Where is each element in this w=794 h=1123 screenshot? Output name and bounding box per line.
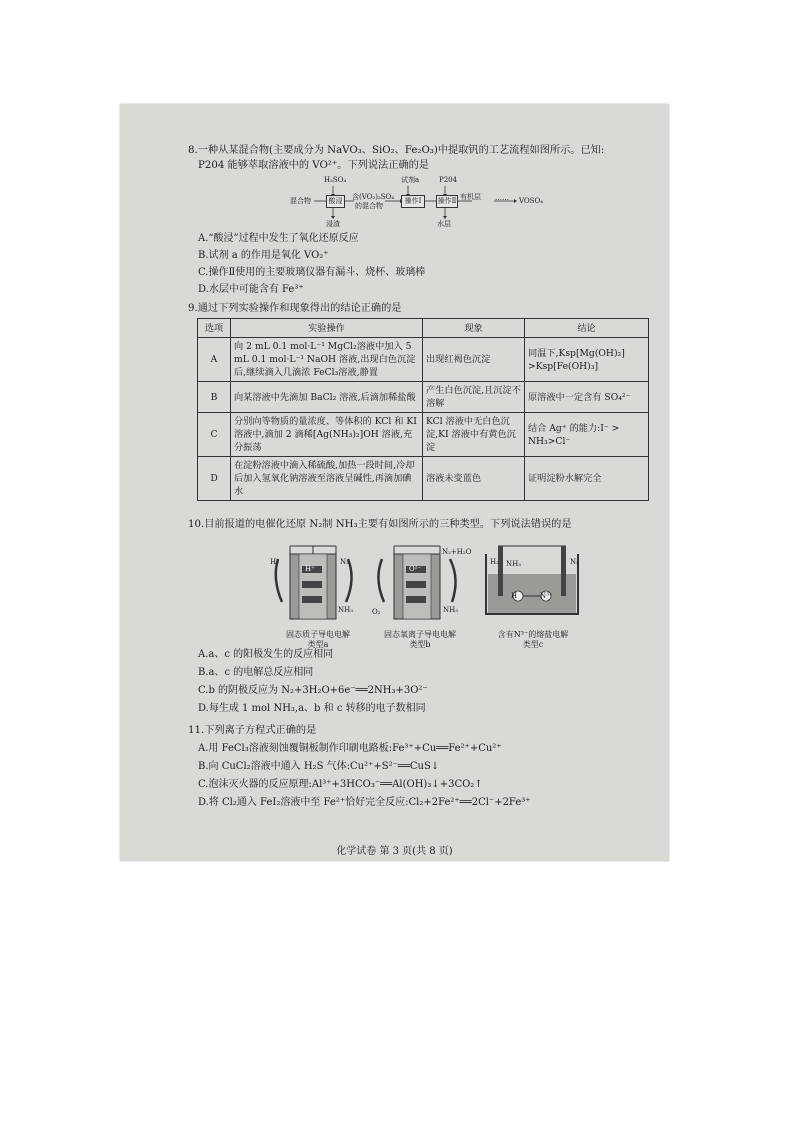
q9-row-a-phenomenon: 出现红褐色沉淀: [423, 338, 525, 382]
q9-header-conclusion: 结论: [525, 319, 649, 338]
q9-row-c-phenomenon: KCl 溶液中无白色沉淀,KI 溶液中有黄色沉淀: [423, 413, 525, 457]
q9-header-operation: 实验操作: [231, 319, 423, 338]
q9-row-b-phenomenon: 产生白色沉淀,且沉淀不溶解: [423, 382, 525, 413]
page-footer: 化学试卷 第 3 页(共 8 页): [336, 846, 453, 857]
flow-p204: P204: [439, 176, 458, 184]
fig-a-hplus: H⁺: [305, 565, 315, 573]
flow-acid-box: 酸浸: [326, 195, 345, 208]
q9-row-b-option: B: [198, 382, 231, 413]
q8-option-c: C.操作Ⅱ使用的主要玻璃仪器有漏斗、烧杯、玻璃棒: [198, 267, 426, 278]
q11-stem: 11.下列离子方程式正确的是: [188, 725, 317, 736]
flow-leach-residue: 浸渣: [326, 220, 340, 228]
flow-reagent-a: 试剂a: [401, 176, 420, 184]
q8-stem-line2: P204 能够萃取溶液中的 VO²⁺。下列说法正确的是: [198, 160, 429, 171]
q11-option-a: A.用 FeCl₃溶液刻蚀覆铜板制作印刷电路板:Fe³⁺+Cu══Fe²⁺+Cu²⁺: [198, 743, 502, 754]
fig-a-nh3: NH₃: [338, 606, 354, 614]
q10-figure-b: [370, 544, 470, 654]
q9-header-option: 选项: [198, 319, 231, 338]
electrolysis-cell-c: [478, 544, 588, 624]
q8-option-d: D.水层中可能含有 Fe³⁺: [198, 284, 304, 295]
flow-product: VOSO₄: [519, 197, 544, 205]
q10-option-c: C.b 的阴极反应为 N₂+3H₂O+6e⁻══2NH₃+3O²⁻: [198, 685, 428, 696]
q10-stem: 10.目前报道的电催化还原 N₂制 NH₃主要有如图所示的三种类型。下列说法错误的是: [188, 519, 572, 530]
fig-c-type: 类型c: [522, 640, 544, 649]
fig-c-nh3: NH₃: [506, 560, 522, 568]
q11-option-b: B.向 CuCl₂溶液中通入 H₂S 气体:Cu²⁺+S²⁻══CuS↓: [198, 761, 440, 772]
q9-header-phenomenon: 现象: [423, 319, 525, 338]
q10-option-d: D.每生成 1 mol NH₃,a、b 和 c 转移的电子数相同: [198, 703, 426, 714]
q10-figure-c: [478, 544, 588, 654]
exam-page-lower: [120, 104, 669, 861]
q9-row-a-option: A: [198, 338, 231, 382]
flow-dots: ……: [495, 194, 509, 202]
fig-c-caption: 含有N³⁻的熔盐电解: [497, 630, 569, 639]
q10-option-b: B.a、c 的电解总反应相同: [198, 667, 314, 678]
flow-mixture-label-1: 含(VO₂)₂SO₄: [352, 193, 395, 201]
fig-c-h2: H₂: [490, 558, 499, 566]
q9-row-c-conclusion: 结合 Ag⁺ 的能力:I⁻ > NH₃>Cl⁻: [525, 413, 649, 457]
flow-op1-box: 操作Ⅰ: [401, 195, 425, 208]
flow-op2-box: 操作Ⅱ: [436, 195, 458, 208]
q10-option-a: A.a、c 的阳极发生的反应相同: [198, 649, 334, 660]
flow-aqueous: 水层: [437, 220, 451, 228]
fig-a-type: 类型a: [307, 640, 329, 649]
fig-b-n2h2o: N₂+H₂O: [442, 548, 472, 556]
flow-h2so4: H₂SO₄: [324, 176, 347, 184]
fig-c-h: H: [511, 592, 518, 600]
q8-stem-line1: 8.一种从某混合物(主要成分为 NaVO₃、SiO₂、Fe₂O₃)中提取钒的工艺流程如图所示。已知:: [188, 145, 605, 156]
flow-organic: 有机层: [460, 193, 481, 201]
q9-row-d-operation: 在淀粉溶液中滴入稀硫酸,加热一段时间,冷却后加入氢氧化钠溶液至溶液呈碱性,再滴加碘水: [231, 457, 423, 501]
q9-row-a-operation: 向 2 mL 0.1 mol·L⁻¹ MgCl₂溶液中加入 5 mL 0.1 mol·L⁻¹ NaOH 溶液,出现白色沉淀后,继续滴入几滴浓 FeCl₃溶液,静置: [231, 338, 423, 382]
q9-stem: 9.通过下列实验操作和现象得出的结论正确的是: [188, 303, 402, 314]
fig-c-n3minus: N³⁻: [540, 592, 553, 600]
fig-b-nh3: NH₃: [443, 606, 459, 614]
fig-a-n2: N₂: [340, 558, 349, 566]
q9-row-a-conclusion: 同温下,Ksp[Mg(OH)₂] >Ksp[Fe(OH)₃]: [525, 338, 649, 382]
q9-row-d-conclusion: 证明淀粉水解完全: [525, 457, 649, 501]
q9-row-b-operation: 向某溶液中先滴加 BaCl₂ 溶液,后滴加稀盐酸: [231, 382, 423, 413]
q11-option-c: C.泡沫灭火器的反应原理:Al³⁺+3HCO₃⁻══Al(OH)₃↓+3CO₂↑: [198, 779, 483, 790]
fig-b-type: 类型b: [409, 640, 431, 649]
q9-row-c-option: C: [198, 413, 231, 457]
q8-option-b: B.试剂 a 的作用是氧化 VO₂⁺: [198, 250, 329, 261]
q11-option-d: D.将 Cl₂通入 FeI₂溶液中至 Fe²⁺恰好完全反应:Cl₂+2Fe²⁺══2Cl⁻+2Fe³⁺: [198, 797, 531, 808]
q10-figure-a: [270, 544, 360, 654]
fig-a-caption: 固态质子导电电解: [286, 630, 350, 639]
q9-row-d-phenomenon: 溶液未变蓝色: [423, 457, 525, 501]
flow-mixture-label-2: 的混合物: [355, 202, 383, 210]
fig-c-n2: N₂: [570, 558, 579, 566]
fig-a-h2: H₂: [270, 558, 279, 566]
fig-b-o2: O₂: [372, 608, 381, 616]
q9-row-c-operation: 分别向等物质的量浓度、等体积的 KCl 和 KI 溶液中,滴加 2 滴稀[Ag(NH₃)₂]OH 溶液,充分振荡: [231, 413, 423, 457]
q8-option-a: A.“酸浸”过程中发生了氧化还原反应: [198, 233, 359, 244]
fig-b-caption: 固态氧离子导电电解: [384, 630, 456, 639]
flow-start: 混合物: [290, 197, 311, 205]
q9-row-d-option: D: [198, 457, 231, 501]
q9-row-b-conclusion: 原溶液中一定含有 SO₄²⁻: [525, 382, 649, 413]
fig-b-o2minus: O²⁻: [409, 565, 422, 573]
